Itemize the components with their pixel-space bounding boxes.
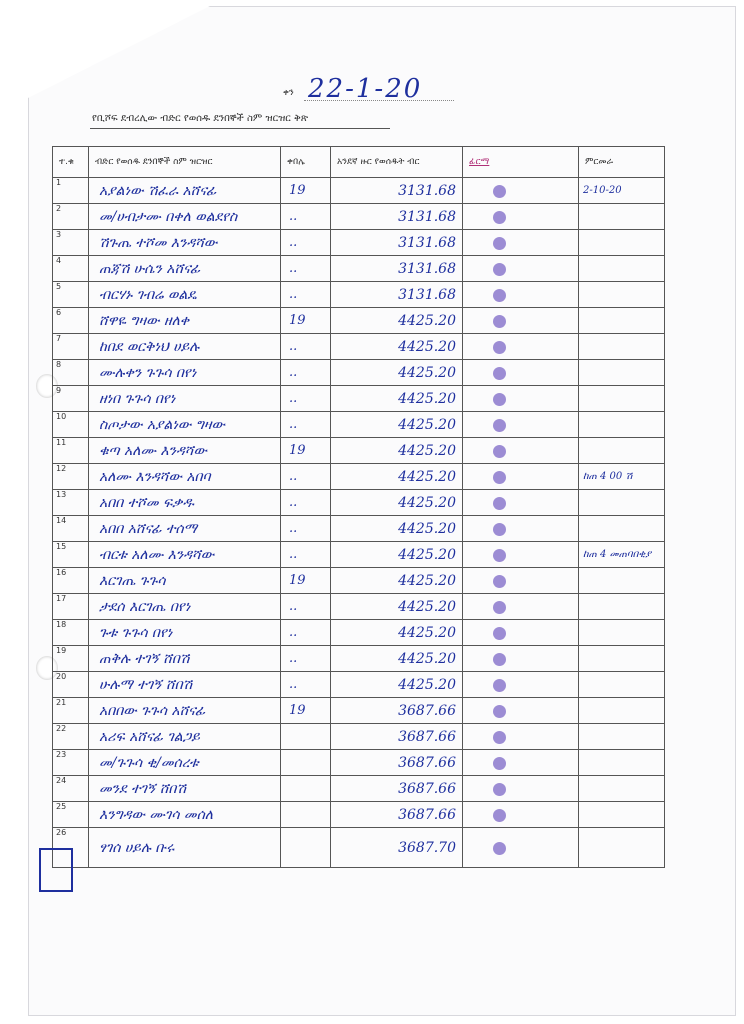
header-no: ተ.ቁ: [53, 147, 89, 178]
amount-value: 3131.68: [331, 230, 463, 256]
customer-name: ሽጉጤ ተሾመ እንዳሻው: [89, 230, 281, 256]
table-row: [53, 620, 665, 646]
customer-name: ጉቱ ጉጉሳ በየነ: [89, 620, 281, 646]
kebele-value: 19: [281, 438, 331, 464]
thumbprint-mark: [493, 523, 506, 536]
signature-cell: [463, 360, 579, 386]
header-amount: አንደኛ ዙር የወሰዱት ብር: [331, 147, 463, 178]
remark-value: [579, 230, 665, 256]
customer-name: ቁጣ አለሙ እንዳሻው: [89, 438, 281, 464]
kebele-value: ..: [281, 230, 331, 256]
thumbprint-mark: [493, 211, 506, 224]
kebele-value: ..: [281, 386, 331, 412]
signature-cell: [463, 646, 579, 672]
table-row: [53, 828, 665, 868]
table-row: [53, 776, 665, 802]
row-number: 3: [53, 230, 89, 256]
customer-name: ብርቱ አለሙ እንዳሻው: [89, 542, 281, 568]
amount-value: 4425.20: [331, 464, 463, 490]
thumbprint-mark: [493, 341, 506, 354]
table-row: [53, 256, 665, 282]
header-signature: ፊርማ: [463, 147, 579, 178]
customer-name: ፃገሰ ሀይሉ ቡሩ: [89, 828, 281, 868]
remark-value: [579, 204, 665, 230]
amount-value: 3687.66: [331, 724, 463, 750]
remark-value: [579, 438, 665, 464]
customer-name: አበበ ተሾመ ፍቃዱ: [89, 490, 281, 516]
signature-cell: [463, 204, 579, 230]
remark-value: [579, 282, 665, 308]
thumbprint-mark: [493, 367, 506, 380]
customer-name: አሪፍ አሸናፊ ገልጋይ: [89, 724, 281, 750]
row-number: 25: [53, 802, 89, 828]
kebele-value: 19: [281, 308, 331, 334]
amount-value: 4425.20: [331, 672, 463, 698]
row-number: 5: [53, 282, 89, 308]
thumbprint-mark: [493, 627, 506, 640]
row-number: 12: [53, 464, 89, 490]
kebele-value: 19: [281, 178, 331, 204]
thumbprint-mark: [493, 419, 506, 432]
thumbprint-mark: [493, 705, 506, 718]
kebele-value: ..: [281, 490, 331, 516]
kebele-value: [281, 802, 331, 828]
customer-name: ሸዋዬ ግዛው ዘለቀ: [89, 308, 281, 334]
remark-value: [579, 698, 665, 724]
row-number: 19: [53, 646, 89, 672]
thumbprint-mark: [493, 575, 506, 588]
kebele-value: ..: [281, 594, 331, 620]
header-level: ቀበሌ: [281, 147, 331, 178]
signature-cell: [463, 516, 579, 542]
table-row: [53, 360, 665, 386]
row-number: 4: [53, 256, 89, 282]
remark-value: [579, 568, 665, 594]
amount-value: 4425.20: [331, 438, 463, 464]
table-row: [53, 386, 665, 412]
row-number: 11: [53, 438, 89, 464]
signature-cell: [463, 386, 579, 412]
thumbprint-mark: [493, 783, 506, 796]
customer-name: ዘነበ ጉጉሳ በየነ: [89, 386, 281, 412]
signature-cell: [463, 672, 579, 698]
row-number: 23: [53, 750, 89, 776]
customer-name: ሁሉማ ተገኝ ሸበሽ: [89, 672, 281, 698]
kebele-value: ..: [281, 620, 331, 646]
row-number: 8: [53, 360, 89, 386]
signature-cell: [463, 724, 579, 750]
customer-name: ሙሉቀን ጉጉሳ በየነ: [89, 360, 281, 386]
loan-table: [52, 146, 665, 868]
remark-value: [579, 360, 665, 386]
table-row: [53, 516, 665, 542]
customer-name: ታደሰ እርገጤ በየነ: [89, 594, 281, 620]
signature-cell: [463, 438, 579, 464]
row-number: 1: [53, 178, 89, 204]
signature-cell: [463, 412, 579, 438]
remark-value: [579, 412, 665, 438]
row-number: 16: [53, 568, 89, 594]
table-row: [53, 464, 665, 490]
remark-value: ከጠ 4 00 ሽ: [579, 464, 665, 490]
remark-value: [579, 516, 665, 542]
row-number: 26: [53, 828, 89, 868]
amount-value: 4425.20: [331, 620, 463, 646]
thumbprint-mark: [493, 237, 506, 250]
table-row: [53, 568, 665, 594]
row-number: 21: [53, 698, 89, 724]
amount-value: 3131.68: [331, 256, 463, 282]
thumbprint-mark: [493, 185, 506, 198]
form-subtitle: የቢሾፍ ደብረሊው ብድር የወሰዱ ደንበኞች ስም ዝርዝር ቅጽ: [92, 113, 309, 124]
table-row: [53, 698, 665, 724]
remark-value: [579, 594, 665, 620]
amount-value: 4425.20: [331, 334, 463, 360]
remark-value: [579, 828, 665, 868]
kebele-value: 19: [281, 698, 331, 724]
amount-value: 4425.20: [331, 386, 463, 412]
signature-cell: [463, 620, 579, 646]
customer-name: ጠቅሉ ተገኝ ሸበሽ: [89, 646, 281, 672]
thumbprint-mark: [493, 842, 506, 855]
kebele-value: ..: [281, 334, 331, 360]
customer-name: እርገጤ ጉጉሳ: [89, 568, 281, 594]
signature-cell: [463, 750, 579, 776]
table-row: [53, 594, 665, 620]
remark-value: [579, 776, 665, 802]
kebele-value: ..: [281, 464, 331, 490]
customer-name: አያልነው ሽፈራ አሸናፊ: [89, 178, 281, 204]
customer-name: ከበደ ወርቅነህ ሀይሉ: [89, 334, 281, 360]
row-number: 2: [53, 204, 89, 230]
amount-value: 4425.20: [331, 646, 463, 672]
table-row: [53, 230, 665, 256]
amount-value: 4425.20: [331, 568, 463, 594]
date-label: ቀን: [283, 88, 294, 98]
remark-value: ከጠ 4 መጠባበቂያ: [579, 542, 665, 568]
customer-name: መንደ ተገኝ ሸበሽ: [89, 776, 281, 802]
thumbprint-mark: [493, 731, 506, 744]
thumbprint-mark: [493, 393, 506, 406]
header-remark: ምርመራ: [579, 147, 665, 178]
row-number: 14: [53, 516, 89, 542]
thumbprint-mark: [493, 497, 506, 510]
kebele-value: 19: [281, 568, 331, 594]
kebele-value: ..: [281, 542, 331, 568]
thumbprint-mark: [493, 653, 506, 666]
signature-cell: [463, 594, 579, 620]
amount-value: 4425.20: [331, 412, 463, 438]
subtitle-underline: [90, 128, 390, 129]
customer-name: እንግዳው ሙገሳ መሰለ: [89, 802, 281, 828]
table-row: [53, 802, 665, 828]
remark-value: [579, 724, 665, 750]
amount-value: 4425.20: [331, 490, 463, 516]
thumbprint-mark: [493, 445, 506, 458]
signature-cell: [463, 776, 579, 802]
thumbprint-mark: [493, 263, 506, 276]
customer-name: አበበው ጉጉሳ አሸናፊ: [89, 698, 281, 724]
row-number: 20: [53, 672, 89, 698]
table-row: [53, 204, 665, 230]
remark-value: [579, 646, 665, 672]
customer-name: መ/ጉጉሳ ቂ/መሰረቱ: [89, 750, 281, 776]
amount-value: 3131.68: [331, 282, 463, 308]
date-value: 22-1-20: [308, 74, 423, 104]
table-row: [53, 438, 665, 464]
remark-value: [579, 256, 665, 282]
customer-name: ስጦታው አያልነው ግዛው: [89, 412, 281, 438]
table-row: [53, 282, 665, 308]
table-row: [53, 308, 665, 334]
signature-cell: [463, 334, 579, 360]
remark-value: [579, 308, 665, 334]
amount-value: 4425.20: [331, 516, 463, 542]
thumbprint-mark: [493, 601, 506, 614]
table-row: [53, 724, 665, 750]
table-row: [53, 672, 665, 698]
table-row: [53, 646, 665, 672]
kebele-value: ..: [281, 516, 331, 542]
amount-value: 3687.70: [331, 828, 463, 868]
table-row: [53, 750, 665, 776]
remark-value: [579, 386, 665, 412]
row-26-box: [39, 848, 73, 892]
kebele-value: ..: [281, 646, 331, 672]
kebele-value: ..: [281, 204, 331, 230]
row-number: 7: [53, 334, 89, 360]
kebele-value: [281, 776, 331, 802]
customer-name: አበበ አሸናፊ ተሰማ: [89, 516, 281, 542]
remark-value: [579, 620, 665, 646]
table-row: [53, 542, 665, 568]
signature-cell: [463, 490, 579, 516]
table-row: [53, 334, 665, 360]
thumbprint-mark: [493, 549, 506, 562]
remark-value: [579, 490, 665, 516]
remark-value: 2-10-20: [579, 178, 665, 204]
thumbprint-mark: [493, 809, 506, 822]
kebele-value: ..: [281, 256, 331, 282]
amount-value: 4425.20: [331, 308, 463, 334]
kebele-value: [281, 828, 331, 868]
table-row: [53, 490, 665, 516]
signature-cell: [463, 542, 579, 568]
amount-value: 4425.20: [331, 594, 463, 620]
row-number: 18: [53, 620, 89, 646]
kebele-value: ..: [281, 282, 331, 308]
remark-value: [579, 334, 665, 360]
signature-cell: [463, 308, 579, 334]
date-underline: [304, 100, 454, 101]
amount-value: 4425.20: [331, 542, 463, 568]
table-row: [53, 178, 665, 204]
signature-cell: [463, 802, 579, 828]
amount-value: 3687.66: [331, 698, 463, 724]
table-header-row: [53, 147, 665, 178]
row-number: 6: [53, 308, 89, 334]
thumbprint-mark: [493, 757, 506, 770]
signature-cell: [463, 568, 579, 594]
signature-cell: [463, 256, 579, 282]
remark-value: [579, 802, 665, 828]
header-name: ብድር የወሰዱ ደንበኞች ስም ዝርዝር: [89, 147, 281, 178]
kebele-value: ..: [281, 672, 331, 698]
signature-cell: [463, 698, 579, 724]
customer-name: መ/ሀብታሙ በቀለ ወልደየስ: [89, 204, 281, 230]
signature-cell: [463, 282, 579, 308]
amount-value: 3687.66: [331, 776, 463, 802]
signature-cell: [463, 464, 579, 490]
row-number: 24: [53, 776, 89, 802]
kebele-value: [281, 724, 331, 750]
thumbprint-mark: [493, 679, 506, 692]
amount-value: 3687.66: [331, 750, 463, 776]
row-number: 9: [53, 386, 89, 412]
signature-cell: [463, 178, 579, 204]
row-number: 13: [53, 490, 89, 516]
remark-value: [579, 672, 665, 698]
row-number: 10: [53, 412, 89, 438]
remark-value: [579, 750, 665, 776]
thumbprint-mark: [493, 315, 506, 328]
thumbprint-mark: [493, 289, 506, 302]
row-number: 15: [53, 542, 89, 568]
table-row: [53, 412, 665, 438]
kebele-value: ..: [281, 360, 331, 386]
row-number: 17: [53, 594, 89, 620]
kebele-value: [281, 750, 331, 776]
amount-value: 4425.20: [331, 360, 463, 386]
row-number: 22: [53, 724, 89, 750]
customer-name: ጠጃሽ ሁሴን አሸናፊ: [89, 256, 281, 282]
amount-value: 3131.68: [331, 178, 463, 204]
signature-cell: [463, 828, 579, 868]
thumbprint-mark: [493, 471, 506, 484]
amount-value: 3687.66: [331, 802, 463, 828]
kebele-value: ..: [281, 412, 331, 438]
customer-name: ብርሃኑ ገብሬ ወልዴ: [89, 282, 281, 308]
amount-value: 3131.68: [331, 204, 463, 230]
signature-cell: [463, 230, 579, 256]
customer-name: አለሙ እንዳሻው አበባ: [89, 464, 281, 490]
